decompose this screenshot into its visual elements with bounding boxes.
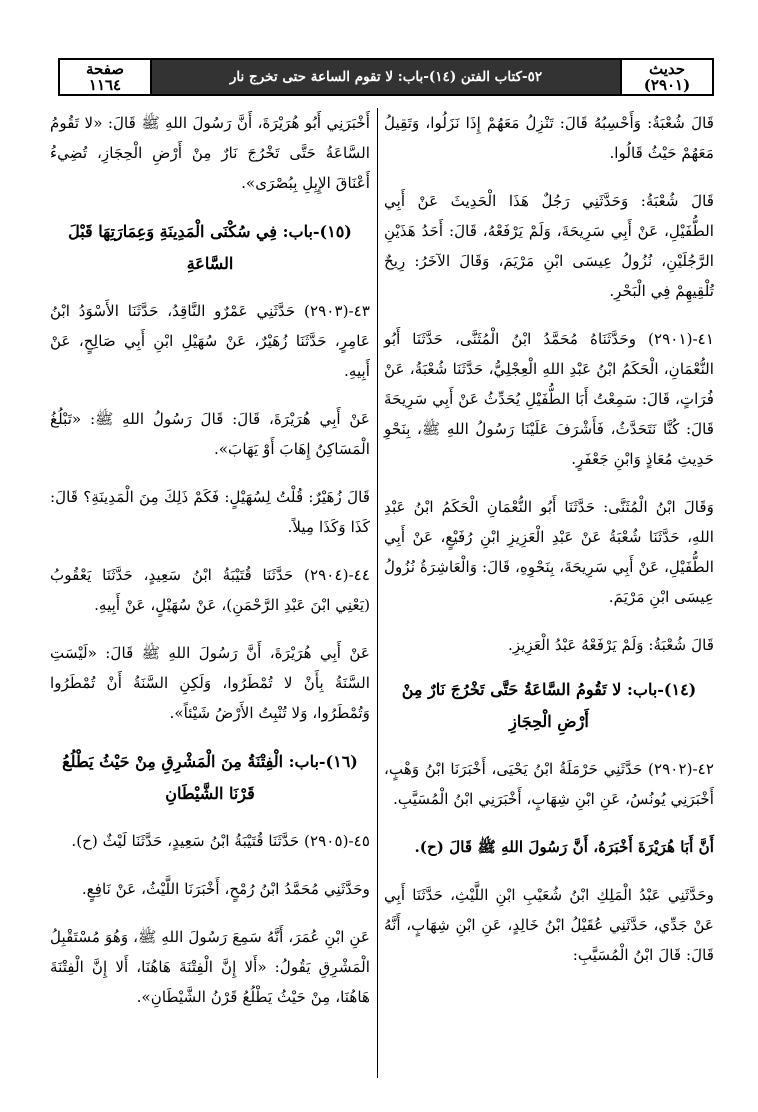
paragraph: عَنْ أَبِي هُرَيْرَةَ، قَالَ: قَالَ رَسُولُ اللهِ ﷺ: «تَبْلُغُ الْمَسَاكِنُ إِهَابَ أَوْ يَهَابَ». xyxy=(50,410,370,458)
paragraph: عَنِ ابْنِ عُمَرَ، أَنَّهُ سَمِعَ رَسُولَ اللهِ ﷺ، وَهُوَ مُسْتَقْبِلُ الْمَشْرِقِ يَقُولُ: «أَلا إِنَّ الْفِتْنَةَ هَاهُنَا، أَلا إِنَّ الْفِتْنَةَ هَاهُنَا، مِنْ حَيْثُ يَطْلُعُ قَرْنُ الشَّيْطَانِ». xyxy=(50,928,370,1006)
paragraph: قَالَ زُهَيْرٌ: قُلْتُ لِسُهَيْلٍ: فَكَمْ ذَلِكَ مِنَ الْمَدِينَةِ؟ قَالَ: كَذَا وَكَذَا مِيلاً. xyxy=(50,488,370,536)
paragraph: ٤٤-(٢٩٠٤) حَدَّثَنَا قُتَيْبَةُ ابْنُ سَعِيدٍ، حَدَّثَنَا يَعْقُوبُ (يَعْنِي ابْنَ عَبْدِ الرَّحْمَنِ)، عَنْ سُهَيْلٍ، عَنْ أَبِيهِ. xyxy=(50,566,370,614)
chapter-heading-16: (١٦)-باب: الْفِتْنَةُ مِنَ الْمَشْرِقِ مِنْ حَيْثُ يَطْلُعُ قَرْنَا الشَّيْطَانِ xyxy=(62,752,358,803)
paragraph: ٤٢-(٢٩٠٢) حَدَّثَنِي حَرْمَلَةُ ابْنُ يَحْيَى، أَخْبَرَنَا ابْنُ وَهْبٍ، أَخْبَرَنِي يُونُسُ، عَنِ ابْنِ شِهَابٍ، أَخْبَرَنِي ابْنُ الْمُسَيَّبِ. xyxy=(384,760,714,808)
left-column xyxy=(50,108,370,1030)
paragraph: وَقَالَ ابْنُ الْمُثَنَّى: حَدَّثَنَا أَبُو النُّعْمَانِ الْحَكَمُ ابْنُ عَبْدِ اللهِ، حَدَّثَنَا شُعْبَةُ عَنْ عَبْدِ الْعَزِيزِ ابْنِ رُفَيْعٍ، عَنْ أَبِي الطُّفَيْلِ، عَنْ أَبِي سَرِيحَةَ، بِنَحْوِهِ، قَالَ: وَالْعَاشِرَةُ نُزُولُ عِيسَى ابْنِ مَرْيَمَ. xyxy=(384,498,714,606)
page-number: ١١٦٤ xyxy=(88,76,122,94)
chapter-heading-15: (١٥)-باب: فِي سُكْنَى الْمَدِينَةِ وَعِمَارَتِهَا قَبْلَ السَّاعَةِ xyxy=(68,222,352,273)
paragraph: أَنَّ أَبَا هُرَيْرَةَ أَخْبَرَهُ، أَنَّ رَسُولَ اللهِ ﷺ قَالَ (ح). xyxy=(414,838,714,856)
page-label: صفحة xyxy=(85,60,125,78)
page-header xyxy=(58,58,714,96)
paragraph: ٤١-(٢٩٠١) وحَدَّثَنَاهُ مُحَمَّدُ ابْنُ الْمُثَنَّى، حَدَّثَنَا أَبُو النُّعْمَانِ، الْحَكَمُ ابْنُ عَبْدِ اللهِ الْعِجْلِيُّ، حَدَّثَنَا شُعْبَةُ، عَنْ فُرَاتٍ، قَالَ: سَمِعْتُ أَبَا الطُّفَيْلِ يُحَدِّثُ عَنْ أَبِي سَرِيحَةَ قَالَ: كُنَّا نَتَحَدَّثُ، فَأَشْرَفَ عَلَيْنَا رَسُولُ اللهِ ﷺ، بِنَحْوِ حَدِيثِ مُعَاذٍ وَابْنِ جَعْفَرٍ. xyxy=(384,330,714,468)
chapter-title: ٥٢-كتاب الفتن (١٤)-باب: لا تقوم الساعة حتى تخرج نار xyxy=(150,60,622,94)
hadith-number-box xyxy=(622,60,712,94)
paragraph: قَالَ شُعْبَةُ: وَلَمْ يَرْفَعْهُ عَبْدُ الْعَزِيزِ. xyxy=(508,636,714,654)
paragraph: عَنْ أَبِي هُرَيْرَةَ، أَنَّ رَسُولَ اللهِ ﷺ قَالَ: «لَيْسَتِ السَّنَةُ بِأَنْ لا تُمْطَرُوا، وَلَكِنِ السَّنَةُ أَنْ تُمْطَرُوا وَتُمْطَرُوا، وَلا تُنْبِتُ الأَرْضُ شَيْئاً». xyxy=(50,644,370,722)
hadith-label: حديث xyxy=(648,60,686,78)
paragraph: قَالَ شُعْبَةُ: وَأَحْسِبُهُ قَالَ: تَنْزِلُ مَعَهُمْ إِذَا نَزَلُوا، وَتَقِيلُ مَعَهُمْ حَيْثُ قَالُوا. xyxy=(384,114,714,162)
paragraph: وحَدَّثَنِي مُحَمَّدُ ابْنُ رُمْحٍ، أَخْبَرَنَا اللَّيْثُ، عَنْ نَافِعٍ. xyxy=(81,880,370,898)
hadith-number: (٢٩٠١) xyxy=(643,76,691,94)
paragraph: قَالَ شُعْبَةُ: وَحَدَّثَنِي رَجُلٌ هَذَا الْحَدِيثَ عَنْ أَبِي الطُّفَيْلِ، عَنْ أَبِي سَرِيحَةَ، وَلَمْ يَرْفَعْهُ، قَالَ: أَحَدُ هَذَيْنِ الرَّجُلَيْنِ، نُزُولُ عِيسَى ابْنِ مَرْيَمَ، وَقَالَ الآخَرُ: رِيحٌ تُلْقِيهِمْ فِي الْبَحْرِ. xyxy=(384,192,714,300)
page-number-box xyxy=(60,60,150,94)
paragraph: ٤٣-(٢٩٠٣) حَدَّثَنِي عَمْرٌو النَّاقِدُ، حَدَّثَنَا الأَسْوَدُ ابْنُ عَامِرٍ، حَدَّثَنَا زُهَيْرٌ، عَنْ سُهَيْلِ ابْنِ أَبِي صَالِحٍ، عَنْ أَبِيهِ. xyxy=(50,302,370,380)
right-column xyxy=(384,108,714,988)
chapter-heading-14: (١٤)-باب: لا تَقُومُ السَّاعَةُ حَتَّى تَخْرُجَ نَارٌ مِنْ أَرْضِ الْحِجَازِ xyxy=(401,680,697,731)
paragraph: أَخْبَرَنِي أَبُو هُرَيْرَةَ، أَنَّ رَسُولَ اللهِ ﷺ قَالَ: «لا تَقُومُ السَّاعَةُ حَتَّى تَخْرُجَ نَارٌ مِنْ أَرْضِ الْحِجَازِ، تُضِيءُ أَعْنَاقَ الإِبِلِ بِبُصْرَى». xyxy=(50,114,370,192)
paragraph: وحَدَّثَنِي عَبْدُ الْمَلِكِ ابْنُ شُعَيْبِ ابْنِ اللَّيْثِ، حَدَّثَنَا أَبِي عَنْ جَدِّي، حَدَّثَنِي عُقَيْلُ ابْنُ خَالِدٍ، عَنِ ابْنِ شِهَابٍ، أَنَّهُ قَالَ: قَالَ ابْنُ الْمُسَيَّبِ: xyxy=(384,886,714,964)
paragraph: ٤٥-(٢٩٠٥) حَدَّثَنَا قُتَيْبَةُ ابْنُ سَعِيدٍ، حَدَّثَنَا لَيْثٌ (ح). xyxy=(71,832,370,850)
column-divider xyxy=(377,108,378,1078)
